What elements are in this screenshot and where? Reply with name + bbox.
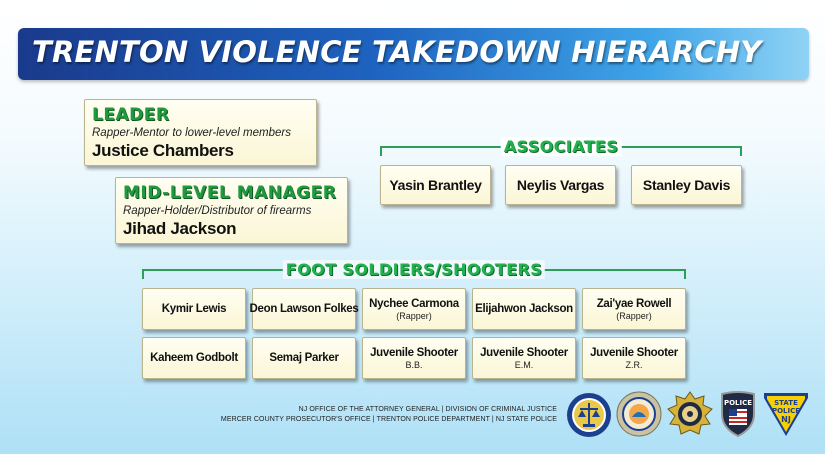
mid-level-manager-description: Rapper-Holder/Distributor of firearms [123, 205, 312, 217]
state-police-text-1: STATE [774, 399, 798, 407]
foot-soldier-card [362, 288, 466, 330]
leader-role: LEADER [92, 105, 170, 125]
foot-soldier-name: Nychee Carmona [369, 297, 459, 310]
foot-soldier-note: Z.R. [625, 359, 643, 370]
police-shield-icon [718, 390, 758, 438]
associate-name: Yasin Brantley [389, 177, 482, 193]
foot-soldier-name: Kymir Lewis [161, 303, 227, 315]
mid-level-manager-role: MID-LEVEL MANAGER [123, 183, 337, 203]
title-banner [18, 28, 809, 80]
foot-soldier-name: Juvenile Shooter [480, 346, 568, 359]
foot-soldier-card [472, 337, 576, 379]
associate-card [505, 165, 616, 205]
foot-soldier-note: (Rapper) [616, 310, 652, 321]
foot-soldier-name: Kaheem Godbolt [150, 352, 238, 364]
foot-soldier-note: E.M. [514, 359, 534, 370]
associate-name: Stanley Davis [642, 177, 731, 193]
foot-soldier-name: Elijahwon Jackson [475, 303, 573, 315]
state-police-text-3: NJ [781, 415, 791, 424]
foot-soldier-card [142, 337, 246, 379]
leader-name: Justice Chambers [92, 141, 234, 160]
nj-state-police-badge-icon [762, 390, 810, 438]
attorney-general-seal-icon [566, 392, 612, 438]
foot-soldier-name: Juvenile Shooter [370, 346, 458, 359]
foot-soldier-card [249, 288, 359, 330]
associate-card [631, 165, 742, 205]
foot-soldier-card [252, 337, 356, 379]
foot-soldier-note: (Rapper) [396, 310, 432, 321]
foot-soldier-note: B.B. [405, 359, 423, 370]
leader-description: Rapper-Mentor to lower-level members [92, 127, 291, 139]
page-title: TRENTON VIOLENCE TAKEDOWN HIERARCHY [32, 35, 762, 69]
state-police-text-2: POLICE [771, 407, 801, 415]
associate-card [380, 165, 491, 205]
foot-soldier-card [582, 337, 686, 379]
trenton-police-badge-icon [666, 390, 714, 438]
foot-soldier-card [142, 288, 246, 330]
leader-card [84, 99, 317, 166]
foot-soldier-card [362, 337, 466, 379]
agency-credits [221, 405, 557, 425]
associates-label: ASSOCIATES [501, 137, 622, 156]
foot-soldier-name: Zai'yae Rowell [596, 297, 672, 310]
credits-line-2: MERCER COUNTY PROSECUTOR'S OFFICE | TRENTON POLICE DEPARTMENT | NJ STATE POLICE [220, 416, 557, 423]
mid-level-manager-name: Jihad Jackson [123, 219, 237, 238]
credits-line-1: NJ OFFICE OF THE ATTORNEY GENERAL | DIVISION OF CRIMINAL JUSTICE [298, 406, 557, 413]
foot-soldier-card [582, 288, 686, 330]
associate-name: Neylis Vargas [516, 177, 605, 193]
foot-soldiers-label: FOOT SOLDIERS/SHOOTERS [283, 260, 545, 279]
foot-soldier-name: Semaj Parker [269, 352, 339, 364]
foot-soldier-name: Deon Lawson Folkes [249, 303, 359, 315]
police-shield-text: POLICE [723, 399, 753, 407]
foot-soldier-name: Juvenile Shooter [590, 346, 678, 359]
county-prosecutor-seal-icon [616, 391, 662, 437]
foot-soldier-card [472, 288, 576, 330]
mid-level-manager-card [115, 177, 348, 244]
